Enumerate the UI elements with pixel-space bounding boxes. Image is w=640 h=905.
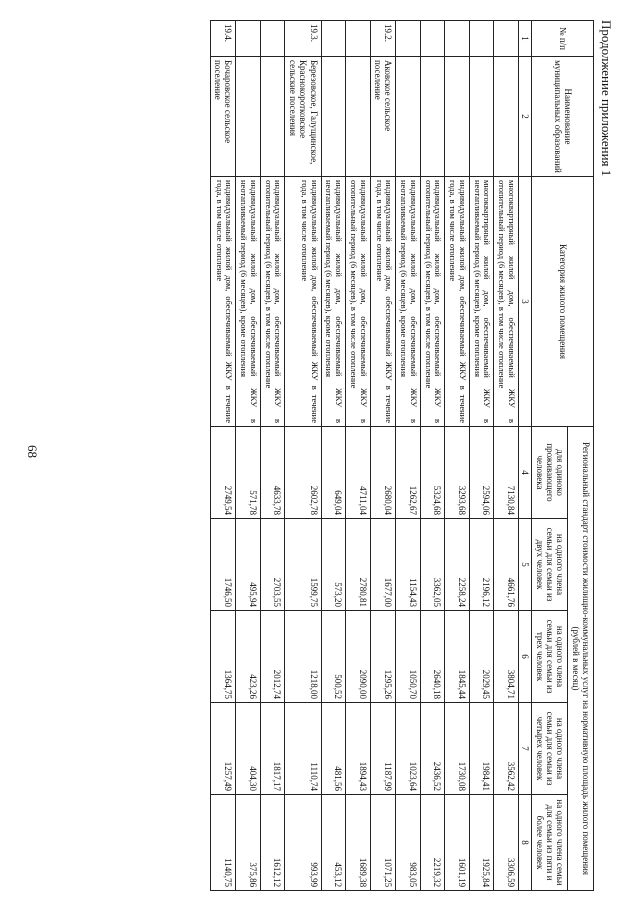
value-family-5plus: 375,86 [236,795,261,891]
municipality-name [396,57,421,177]
municipality-name [346,57,371,177]
index-cell: 4 [518,427,531,519]
value-family-2: 1677,00 [370,519,396,611]
row-number [420,21,445,57]
value-family-4: 1984,41 [469,703,494,795]
value-family-4: 1817,17 [260,703,285,795]
table-row [420,21,445,891]
table-row [210,21,236,891]
page-number: 68 [25,445,40,458]
value-family-2: 495,94 [236,519,261,611]
value-family-3: 2012,74 [260,611,285,703]
municipality-name [445,57,470,177]
value-family-5plus: 1925,84 [469,795,494,891]
municipality-name: Бочаровское сельское поселение [210,57,236,177]
value-single: 2602,78 [285,427,321,519]
index-cell: 1 [518,21,531,57]
value-family-4: 1023,64 [396,703,421,795]
value-single: 571,78 [236,427,261,519]
value-family-3: 500,52 [321,611,346,703]
housing-category: индивидуальный жилой дом, обеспечиваемый ЖКУ в неотапливаемый период (6 месяцев), кроме отопления [321,177,346,427]
value-family-5plus: 1689,38 [346,795,371,891]
value-family-5plus: 453,12 [321,795,346,891]
row-number [260,21,285,57]
value-family-2: 2258,24 [445,519,470,611]
value-family-3: 3804,71 [494,611,519,703]
value-family-3: 1295,26 [370,611,396,703]
row-number [494,21,519,57]
value-family-3: 1050,70 [396,611,421,703]
value-family-3: 2090,00 [346,611,371,703]
table-row [236,21,261,891]
header-row [568,21,594,891]
value-single: 4633,78 [260,427,285,519]
header-category: Категория жилого помещения [532,177,594,427]
value-single: 4711,04 [346,427,371,519]
row-number: 19.4. [210,21,236,57]
value-family-2: 1599,75 [285,519,321,611]
municipality-name [260,57,285,177]
value-single: 649,04 [321,427,346,519]
municipality-name: Березовское, Галущинское, Краснокоротковское сельские поселения [285,57,321,177]
row-number [321,21,346,57]
housing-category: индивидуальный жилой дом, обеспечиваемый ЖКУ в течение года, в том числе отопление [285,177,321,427]
housing-category: индивидуальный жилой дом, обеспечиваемый ЖКУ в неотапливаемый период (6 месяцев), кроме отопления [236,177,261,427]
value-family-4: 1730,08 [445,703,470,795]
header-name: Наименование муниципальных образований [532,57,594,177]
value-single: 1262,67 [396,427,421,519]
table-row [396,21,421,891]
row-number: 19.3. [285,21,321,57]
value-single: 2680,04 [370,427,396,519]
index-cell: 7 [518,703,531,795]
table-row [260,21,285,891]
value-family-3: 2640,18 [420,611,445,703]
housing-category: индивидуальный жилой дом, обеспечиваемый ЖКУ в отопительный период (6 месяцев), в том числе отопление [420,177,445,427]
value-family-4: 1110,74 [285,703,321,795]
row-number: 19.2. [370,21,396,57]
value-family-4: 404,30 [236,703,261,795]
value-family-2: 3362,05 [420,519,445,611]
value-family-3: 2029,45 [469,611,494,703]
municipality-name [236,57,261,177]
table-row [445,21,470,891]
table-row [370,21,396,891]
header-sub1: для одиноко проживающего человека [532,427,568,519]
value-family-5plus: 1071,25 [370,795,396,891]
housing-category: индивидуальный жилой дом, обеспечиваемый ЖКУ в отопительный период (6 месяцев), в том числе отопление [346,177,371,427]
row-number [396,21,421,57]
row-number [469,21,494,57]
value-family-5plus: 3306,59 [494,795,519,891]
table-row [321,21,346,891]
value-single: 2594,06 [469,427,494,519]
housing-category: индивидуальный жилой дом, обеспечиваемый ЖКУ в неотапливаемый период (6 месяцев), кроме отопления [396,177,421,427]
value-family-4: 2436,52 [420,703,445,795]
municipality-name [321,57,346,177]
value-single: 7130,84 [494,427,519,519]
index-cell: 3 [518,177,531,427]
table-row [346,21,371,891]
value-family-3: 423,26 [236,611,261,703]
tariff-table [210,20,594,891]
value-family-2: 2780,81 [346,519,371,611]
header-group: Региональный стандарт стоимости жилищно-коммунальных услуг на нормативную площадь жилого помещения (рублей в месяц) [568,427,594,891]
value-family-2: 4661,76 [494,519,519,611]
table-row [494,21,519,891]
value-family-2: 2703,55 [260,519,285,611]
appendix-caption: Продолжение приложения 1 [599,20,614,177]
header-sub4: на одного члена семьи для семьи из четырех человек [532,703,568,795]
header-num: № п/п [532,21,594,57]
municipality-name [469,57,494,177]
value-family-4: 3562,42 [494,703,519,795]
value-family-2: 573,20 [321,519,346,611]
value-family-4: 1257,49 [210,703,236,795]
housing-category: индивидуальный жилой дом, обеспечиваемый ЖКУ в течение года, в том числе отопление [210,177,236,427]
value-family-4: 1187,99 [370,703,396,795]
value-family-3: 1845,44 [445,611,470,703]
header-sub3: на одного члена семьи для семьи из трех человек [532,611,568,703]
housing-category: многоквартирный жилой дом, обеспечиваемый ЖКУ в неотапливаемый период (6 месяцев), кроме отопления [469,177,494,427]
value-family-5plus: 1612,12 [260,795,285,891]
header-sub2: на одного члена семьи для семьи из двух человек [532,519,568,611]
value-family-2: 2196,12 [469,519,494,611]
row-number [346,21,371,57]
value-family-2: 1154,43 [396,519,421,611]
table-row [285,21,321,891]
municipality-name [420,57,445,177]
table-body [210,21,518,891]
value-single: 5324,68 [420,427,445,519]
value-family-4: 1894,43 [346,703,371,795]
table-row [469,21,494,891]
value-family-3: 1218,00 [285,611,321,703]
index-cell: 2 [518,57,531,177]
value-single: 2749,54 [210,427,236,519]
municipality-name [494,57,519,177]
index-cell: 6 [518,611,531,703]
housing-category: индивидуальный жилой дом, обеспечиваемый ЖКУ в течение года, в том числе отопление [445,177,470,427]
housing-category: многоквартирный жилой дом, обеспечиваемый ЖКУ в отопительный период (6 месяцев), в том числе отопление [494,177,519,427]
value-family-2: 1746,50 [210,519,236,611]
row-number [236,21,261,57]
value-family-4: 481,56 [321,703,346,795]
housing-category: индивидуальный жилой дом, обеспечиваемый ЖКУ в течение года, в том числе отопление [370,177,396,427]
value-family-3: 1364,75 [210,611,236,703]
housing-category: индивидуальный жилой дом, обеспечиваемый ЖКУ в отопительный период (6 месяцев), в том числе отопление [260,177,285,427]
row-number [445,21,470,57]
index-cell: 5 [518,519,531,611]
value-family-5plus: 2219,32 [420,795,445,891]
index-row [518,21,531,891]
value-family-5plus: 983,05 [396,795,421,891]
value-family-5plus: 993,99 [285,795,321,891]
value-family-5plus: 1140,75 [210,795,236,891]
municipality-name: Аковское сельское поселение [370,57,396,177]
header-sub5: на одного члена семьи для семьи из пяти и более человек [532,795,568,891]
value-family-5plus: 1601,19 [445,795,470,891]
index-cell: 8 [518,795,531,891]
value-single: 3293,68 [445,427,470,519]
